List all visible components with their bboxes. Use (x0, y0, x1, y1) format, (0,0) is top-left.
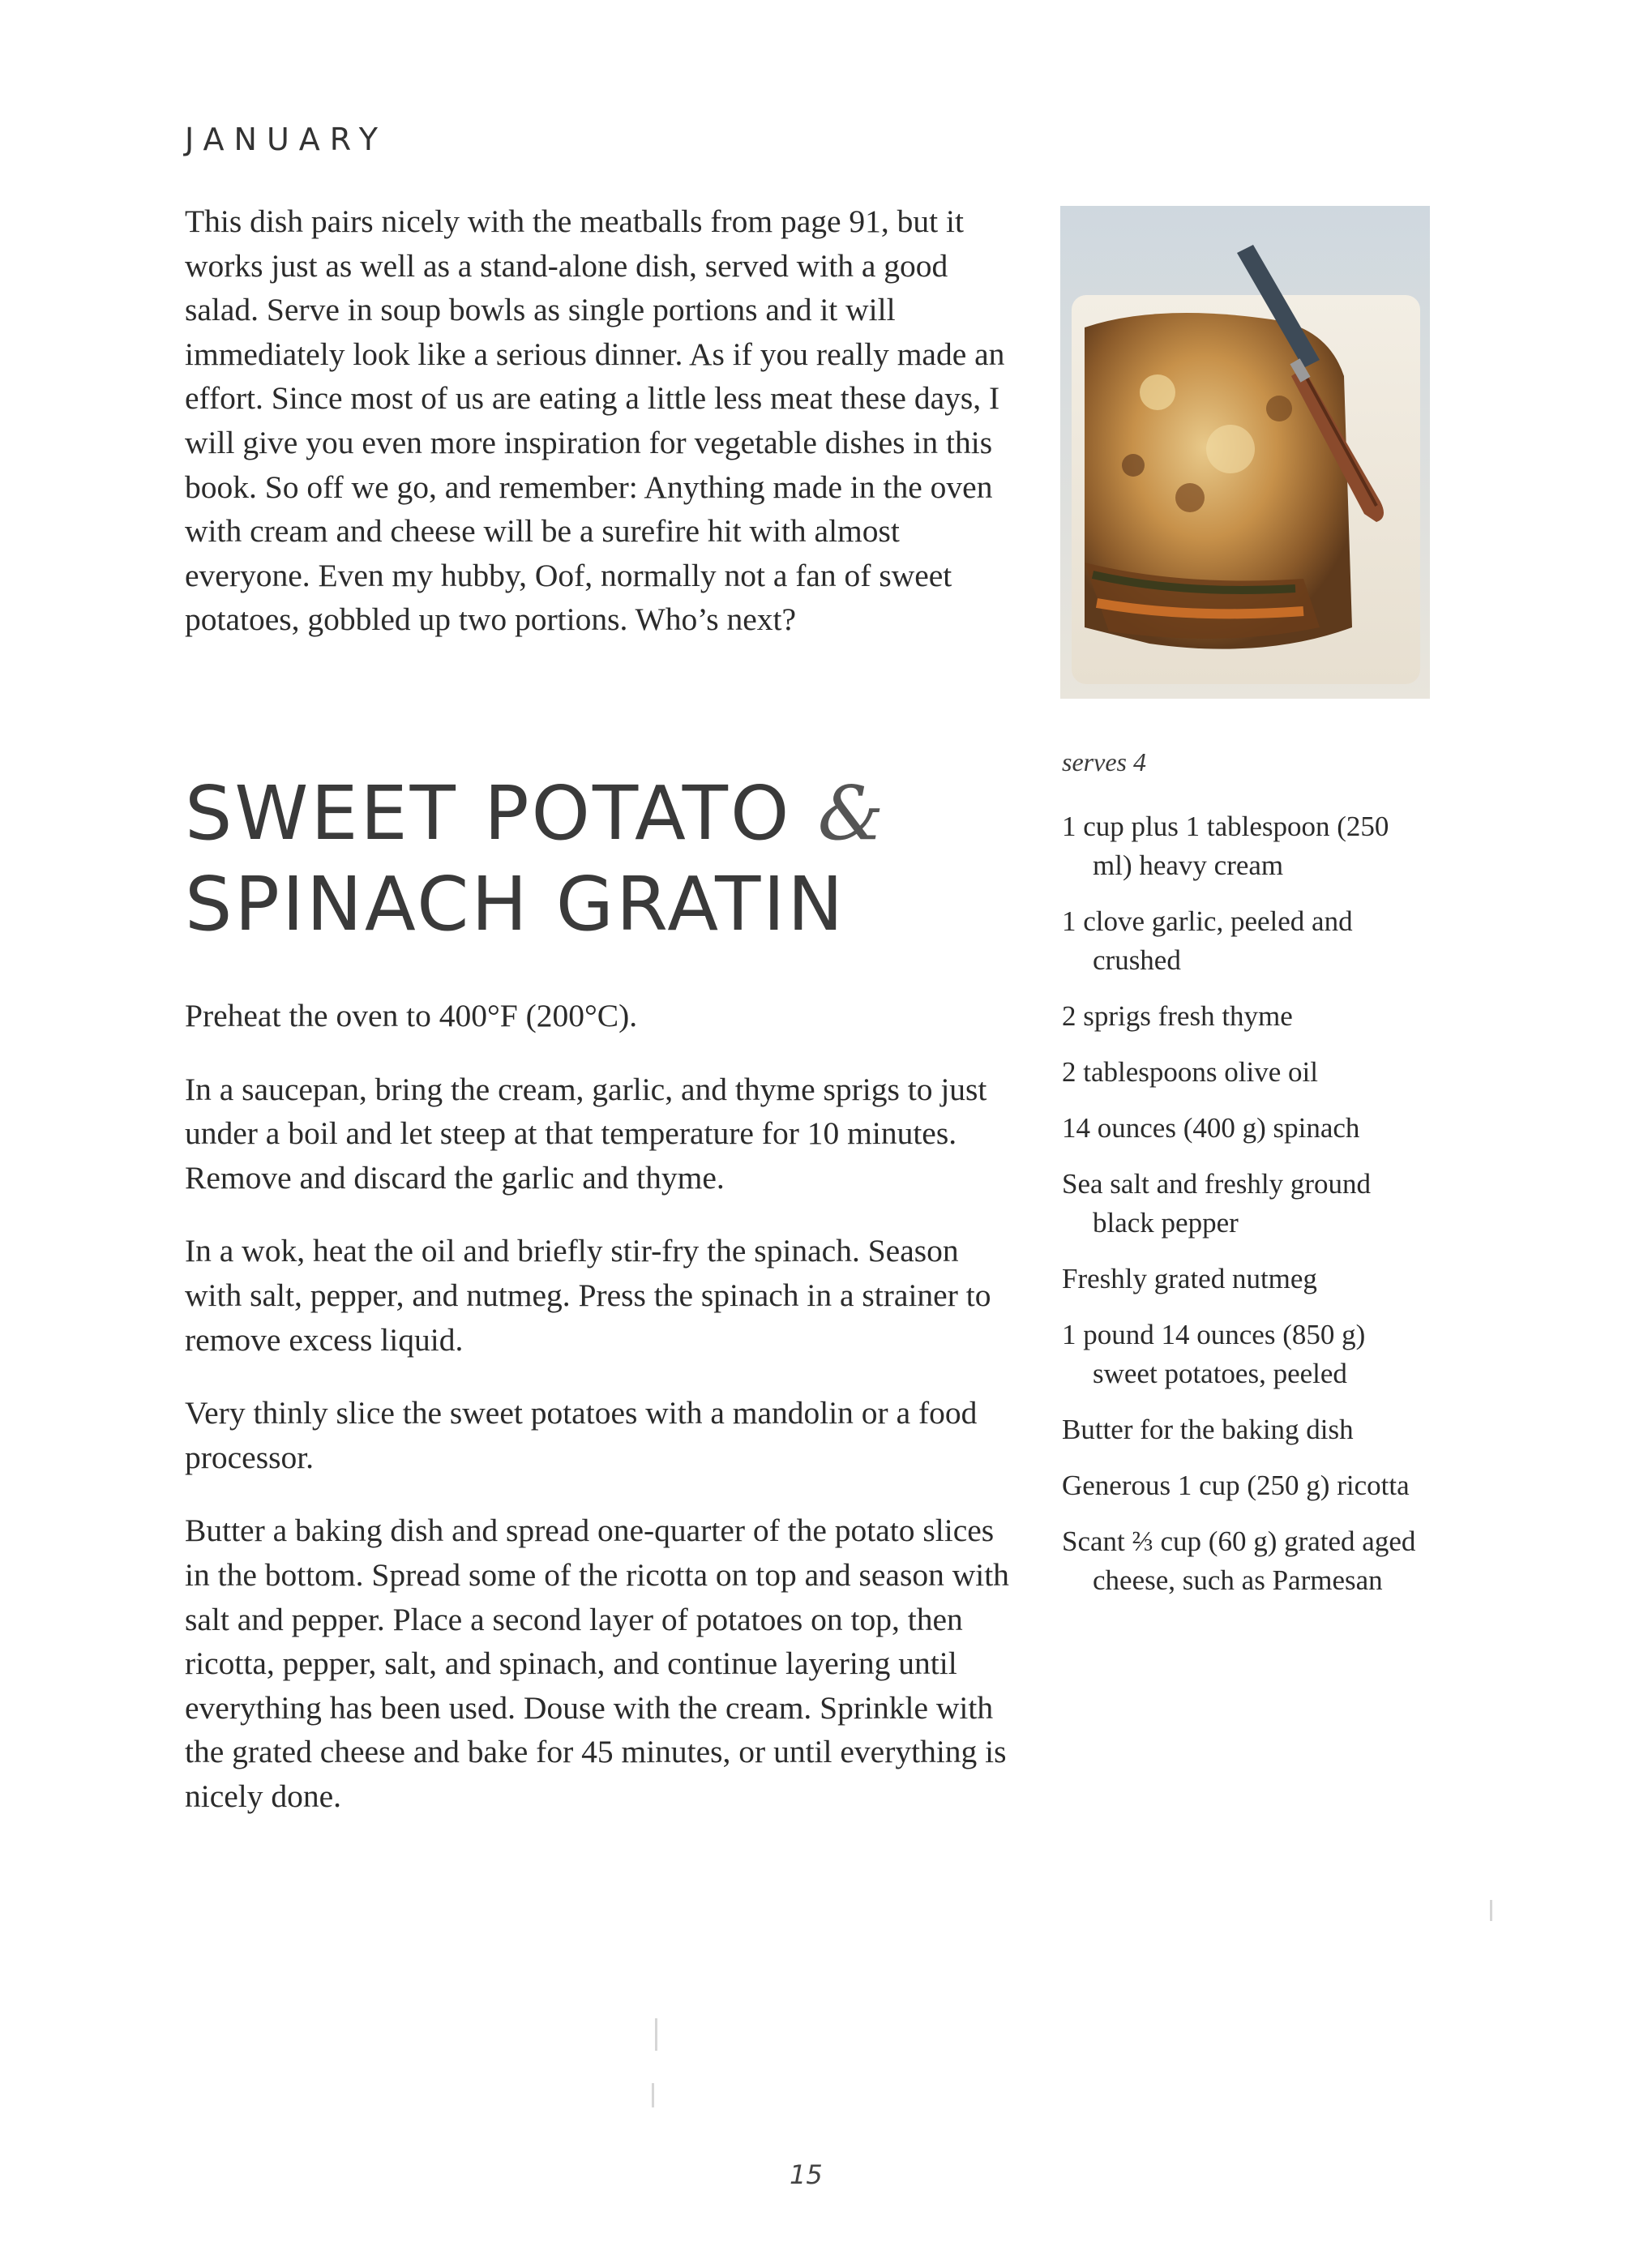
ingredient-item: 1 pound 14 ounces (850 g) sweet potatoes, peeled (1062, 1319, 1366, 1389)
ingredient-item: Scant ⅔ cup (60 g) grated aged cheese, such as Parmesan (1062, 1525, 1416, 1596)
method-step: Butter a baking dish and spread one-quarter of the potato slices in the bottom. Spread some of the ricotta on top and season with salt and pepper. Place a second layer of potatoes on top, then ricotta, pepper, salt, and spinach, and continue layering until everything has been used. Douse with the cream. Sprinkle with the grated cheese and bake for 45 minutes, or until everything is nicely done. (185, 1512, 1009, 1814)
method-step: In a wok, heat the oil and briefly stir-fry the spinach. Season with salt, pepper, and nutmeg. Press the spinach in a strainer to remove excess liquid. (185, 1233, 991, 1358)
month-header: JANUARY (185, 122, 387, 157)
ingredient-item: Sea salt and freshly ground black pepper (1062, 1168, 1372, 1239)
page-number: 15 (790, 2159, 823, 2190)
ampersand: & (817, 770, 887, 857)
scan-artifact (652, 2083, 654, 2107)
ingredient-item: 14 ounces (400 g) spinach (1062, 1112, 1360, 1144)
ingredient-item: 1 clove garlic, peeled and crushed (1062, 905, 1353, 976)
gratin-photo (1060, 206, 1430, 699)
recipe-title-line-2: SPINACH GRATIN (185, 861, 846, 948)
ingredient-item: Freshly grated nutmeg (1062, 1263, 1317, 1294)
method-step: Very thinly slice the sweet potatoes with a mandolin or a food processor. (185, 1395, 978, 1475)
ingredient-item: Butter for the baking dish (1062, 1414, 1354, 1445)
recipe-title-text-1: SWEET POTATO (185, 770, 792, 857)
serves-label: serves 4 (1062, 747, 1146, 777)
method-steps (185, 994, 1012, 1848)
ingredient-item: Generous 1 cup (250 g) ricotta (1062, 1470, 1410, 1501)
method-step: Preheat the oven to 400°F (200°C). (185, 998, 638, 1033)
scan-artifact (655, 2018, 657, 2051)
recipe-title-line-1 (185, 768, 995, 859)
gratin-photo-illustration (1060, 206, 1430, 699)
ingredient-item: 2 sprigs fresh thyme (1062, 1000, 1293, 1032)
ingredient-item: 2 tablespoons olive oil (1062, 1056, 1318, 1088)
recipe-title (185, 768, 995, 950)
method-step: In a saucepan, bring the cream, garlic, and thyme sprigs to just under a boil and let steep at that temperature for 10 minutes. Remove and discard the garlic and thyme. (185, 1071, 987, 1196)
ingredient-list (1062, 807, 1427, 1617)
scan-artifact (1490, 1900, 1492, 1921)
intro-paragraph: This dish pairs nicely with the meatballs from page 91, but it works just as well as a stand-alone dish, served with a good salad. Serve in soup bowls as single portions and it will immediately look like a serious dinner. As if you really made an effort. Since most of us are eating a little less meat these days, I will give you even more inspiration for vegetable dishes in this book. So off we go, and remember: Anything made in the oven with cream and cheese will be a surefire hit with almost everyone. Even my hubby, Oof, normally not a fan of sweet potatoes, gobbled up two portions. Who’s next? (185, 203, 1005, 638)
ingredient-item: 1 cup plus 1 tablespoon (250 ml) heavy cream (1062, 811, 1389, 881)
